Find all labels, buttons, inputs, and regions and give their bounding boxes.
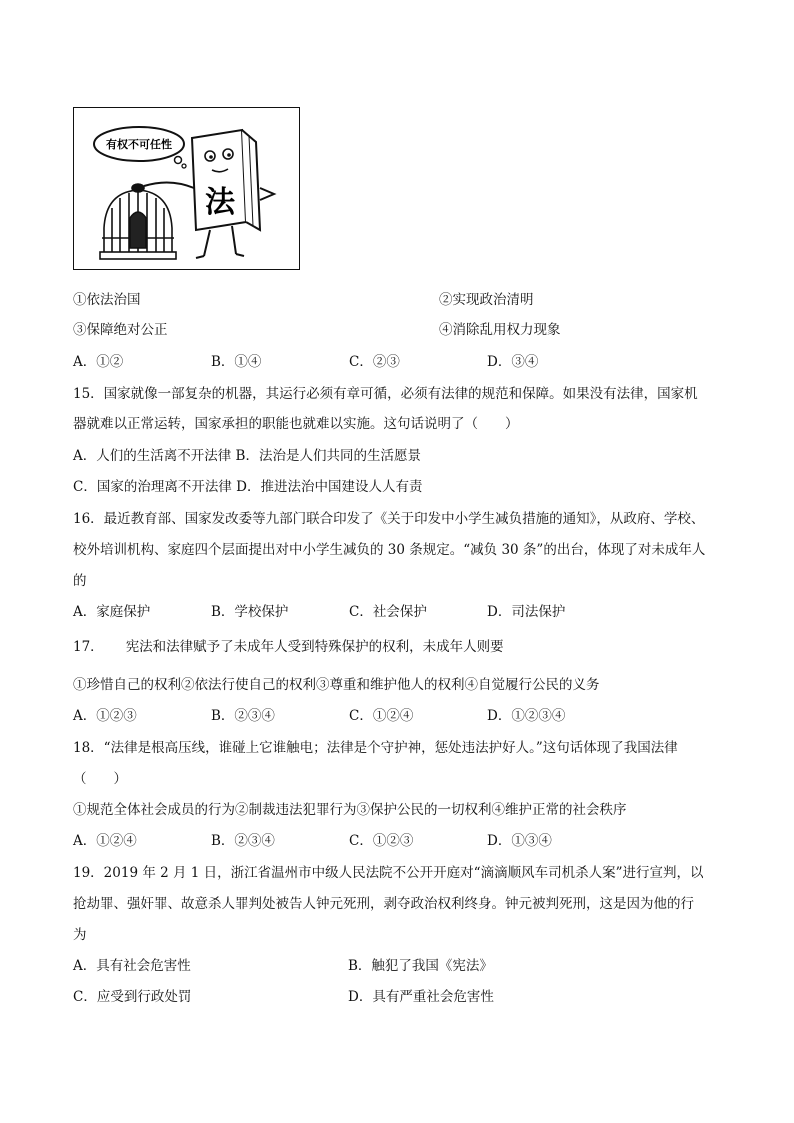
- bubble-dot-large: [175, 157, 182, 164]
- q17-option-a[interactable]: A．①②③: [73, 708, 137, 724]
- q14-option-a[interactable]: A．①②: [73, 354, 124, 370]
- q19-option-b[interactable]: B．触犯了我国《宪法》: [348, 958, 493, 974]
- q14-options: [73, 353, 625, 371]
- q19-option-a[interactable]: A．具有社会危害性: [73, 958, 191, 974]
- q16-options: [73, 603, 625, 621]
- q18-option-b[interactable]: B．②③④: [211, 833, 275, 849]
- q19-stem-line-1: 19．2019 年 2 月 1 日，浙江省温州市中级人民法院不公开开庭对“滴滴顺风车司机杀人案”进行宣判，以: [73, 865, 704, 881]
- q14-items-row-2: [73, 321, 561, 339]
- q19-option-c[interactable]: C．应受到行政处罚: [73, 989, 192, 1005]
- q19-options-row-1: [73, 957, 493, 975]
- q14-item-3: ③保障绝对公正: [73, 322, 168, 338]
- q18-stem-line-1: 18．“法律是根高压线，谁碰上它谁触电；法律是个守护神，惩处违法护好人。”这句话体现了我国法律: [73, 740, 678, 756]
- bubble-text: 有权不可任性: [106, 138, 172, 151]
- q19-stem-line-3: 为: [73, 927, 87, 943]
- q16-option-d[interactable]: D．司法保护: [487, 604, 566, 620]
- q15-options-line-1[interactable]: A．人们的生活离不开法律 B．法治是人们共同的生活愿景: [73, 448, 421, 464]
- q14-item-1: ①依法治国: [73, 292, 141, 308]
- q15-options-line-2[interactable]: C．国家的治理离不开法律 D．推进法治中国建设人人有责: [73, 479, 423, 495]
- q17-option-d[interactable]: D．①②③④: [487, 708, 566, 724]
- q16-stem-line-2: 校外培训机构、家庭四个层面提出对中小学生减负的 30 条规定。“减负 30 条”的出台，体现了对未成年人: [73, 542, 706, 558]
- book-law-character: 法: [205, 185, 235, 220]
- q18-option-d[interactable]: D．①③④: [487, 833, 552, 849]
- q16-option-b[interactable]: B．学校保护: [211, 604, 289, 620]
- q18-items: ①规范全体社会成员的行为②制裁违法犯罪行为③保护公民的一切权利④维护正常的社会秩序: [73, 802, 627, 818]
- q18-stem-line-2: （ ）: [73, 771, 127, 787]
- q15-stem-line-1: 15．国家就像一部复杂的机器，其运行必须有章可循，必须有法律的规范和保障。如果没有法律，国家机: [73, 386, 698, 402]
- q19-option-d[interactable]: D．具有严重社会危害性: [348, 989, 494, 1005]
- q14-option-c[interactable]: C．②③: [349, 354, 400, 370]
- q19-stem-line-2: 抢劫罪、强奸罪、故意杀人罪判处被告人钟元死刑，剥夺政治权利终身。钟元被判死刑，这是因为他的行: [73, 896, 694, 912]
- q16-stem-line-1: 16．最近教育部、国家发改委等九部门联合印发了《关于印发中小学生减负措施的通知》，从政府、学校、: [73, 511, 705, 527]
- q15-stem-line-2: 器就难以正常运转，国家承担的职能也就难以实施。这句话说明了（ ）: [73, 416, 519, 432]
- q17-number: 17．: [73, 639, 104, 655]
- q14-option-d[interactable]: D．③④: [487, 354, 539, 370]
- law-cartoon-illustration: [73, 107, 300, 270]
- bubble-dot-small: [182, 164, 186, 168]
- q16-option-a[interactable]: A．家庭保护: [73, 604, 151, 620]
- q16-option-c[interactable]: C．社会保护: [349, 604, 427, 620]
- q17-options: [73, 707, 625, 725]
- q18-option-a[interactable]: A．①②④: [73, 833, 137, 849]
- q19-options-row-2: [73, 988, 494, 1006]
- q18-options: [73, 832, 625, 850]
- q17-option-c[interactable]: C．①②④: [349, 708, 414, 724]
- book-arm: [144, 182, 194, 188]
- q17-items: ①珍惜自己的权利②依法行使自己的权利③尊重和维护他人的权利④自觉履行公民的义务: [73, 677, 600, 693]
- q14-item-2: ②实现政治清明: [439, 292, 534, 308]
- q18-option-c[interactable]: C．①②③: [349, 833, 414, 849]
- q14-item-4: ④消除乱用权力现象: [439, 322, 561, 338]
- q17-stem: [73, 638, 504, 656]
- q14-option-b[interactable]: B．①④: [211, 354, 262, 370]
- q17-option-b[interactable]: B．②③④: [211, 708, 275, 724]
- q17-stem-text: 宪法和法律赋予了未成年人受到特殊保护的权利，未成年人则要: [125, 639, 504, 655]
- q16-stem-line-3: 的: [73, 573, 87, 589]
- cartoon-drawing: [74, 108, 298, 268]
- q14-items-row-1: [73, 291, 534, 309]
- bird-cage: [100, 184, 176, 259]
